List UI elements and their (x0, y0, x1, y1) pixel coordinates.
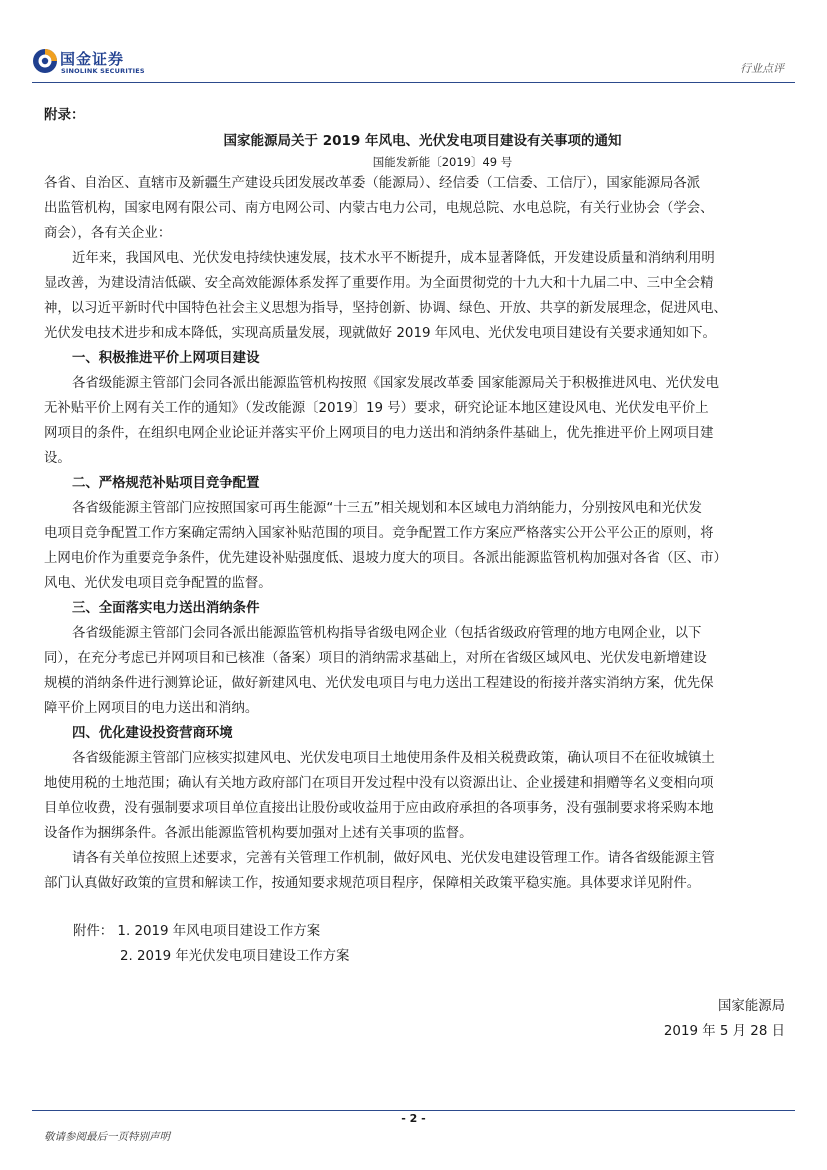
issue-date: 2019 年 5 月 28 日 (663, 1024, 785, 1039)
attachment-item: 附件： 1. 2019 年风电项目建设工作方案 (73, 924, 321, 939)
paragraph-line: 设备作为捆绑条件。各派出能源监管机构要加强对上述有关事项的监督。 (44, 826, 473, 841)
paragraph-line: 各省级能源主管部门应按照国家可再生能源“十三五”相关规划和本区域电力消纳能力，分别按风电和光伏发 (72, 501, 702, 516)
paragraph-line: 显改善，为建设清洁低碳、安全高效能源体系发挥了重要作用。为全面贯彻党的十九大和十九届二中、三中全会精 (44, 276, 714, 291)
issuer-name: 国家能源局 (718, 999, 785, 1014)
paragraph-line: 部门认真做好政策的宣贯和解读工作，按通知要求规范项目程序，保障相关政策平稳实施。具体要求详见附件。 (44, 876, 701, 891)
paragraph-line: 目单位收费，没有强制要求项目单位直接出让股份或收益用于应由政府承担的各项事务，没有强制要求将采购本地 (44, 801, 714, 816)
paragraph-line: 商会），各有关企业： (44, 226, 172, 241)
paragraph-line: 各省、自治区、直辖市及新疆生产建设兵团发展改革委（能源局）、经信委（工信委、工信厅），国家能源局各派 (44, 176, 701, 191)
signature-block (44, 994, 801, 1044)
logo-english-name: SINOLINK SECURITIES (61, 67, 145, 75)
paragraph-line: 无补贴平价上网有关工作的通知》（发改能源〔2019〕19 号）要求，研究论证本地区建设风电、光伏发电平价上 (44, 401, 709, 416)
notice-title: 国家能源局关于 2019 年风电、光伏发电项目建设有关事项的通知 (223, 133, 622, 149)
paragraph-line: 近年来，我国风电、光伏发电持续快速发展，技术水平不断提升，成本显著降低，开发建设质量和消纳利用明 (72, 251, 715, 266)
appendix-label: 附录： (44, 107, 85, 123)
logo-chinese-name: 国金证券 (60, 50, 125, 68)
paragraph-line: 障平价上网项目的电力送出和消纳。 (44, 701, 259, 716)
document-body (44, 103, 801, 1044)
paragraph-line: 网项目的条件，在组织电网企业论证并落实平价上网项目的电力送出和消纳条件基础上，优先推进平价上网项目建 (44, 426, 714, 441)
notice-text (44, 171, 801, 896)
paragraph-line: 电项目竞争配置工作方案确定需纳入国家补贴范围的项目。竞争配置工作方案应严格落实公开公平公正的原则，将 (44, 526, 714, 541)
footer-divider (32, 1110, 795, 1111)
paragraph-line: 规模的消纳条件进行测算论证，做好新建风电、光伏发电项目与电力送出工程建设的衔接并落实消纳方案，优先保 (44, 676, 714, 691)
paragraph-line: 出监管机构，国家电网有限公司、南方电网公司、内蒙古电力公司，电规总院、水电总院，有关行业协会（学会、 (44, 201, 714, 216)
paragraph-line: 上网电价作为重要竞争条件，优先建设补贴强度低、退坡力度大的项目。各派出能源监管机构加强对各省（区、市） (44, 551, 727, 566)
paragraph-line: 各省级能源主管部门会同各派出能源监管机构按照《国家发展改革委 国家能源局关于积极推进风电、光伏发电 (72, 376, 720, 391)
attachments (44, 919, 801, 969)
report-category: 行业点评 (740, 62, 784, 75)
paragraph-line: 光伏发电技术进步和成本降低，实现高质量发展，现就做好 2019 年风电、光伏发电项目建设有关要求通知如下。 (44, 326, 716, 341)
paragraph-line: 设。 (44, 451, 71, 466)
paragraph-line: 请各有关单位按照上述要求，完善有关管理工作机制，做好风电、光伏发电建设管理工作。请各省级能源主管 (72, 851, 715, 866)
paragraph-line: 神，以习近平新时代中国特色社会主义思想为指导，坚持创新、协调、绿色、开放、共享的新发展理念，促进风电、 (44, 301, 727, 316)
paragraph-line: 同），在充分考虑已并网项目和已核准（备案）项目的消纳需求基础上，对所在省级区域风电、光伏发电新增建设 (44, 651, 707, 666)
page-header (0, 0, 827, 90)
section-heading: 一、积极推进平价上网项目建设 (72, 351, 260, 366)
sinolink-logo-icon (32, 48, 58, 74)
section-heading: 四、优化建设投资营商环境 (72, 726, 233, 741)
attachment-item: 2. 2019 年光伏发电项目建设工作方案 (120, 949, 350, 964)
document-number: 国能发新能〔2019〕49 号 (372, 155, 513, 169)
page-number: - 2 - (401, 1112, 426, 1125)
disclaimer-note: 敬请参阅最后一页特别声明 (44, 1131, 170, 1143)
sinolink-logo (32, 48, 162, 78)
paragraph-line: 风电、光伏发电项目竞争配置的监督。 (44, 576, 272, 591)
paragraph-line: 地使用税的土地范围；确认有关地方政府部门在项目开发过程中没有以资源出让、企业援建和捐赠等名义变相向项 (44, 776, 714, 791)
section-heading: 三、全面落实电力送出消纳条件 (72, 601, 260, 616)
paragraph-line: 各省级能源主管部门应核实拟建风电、光伏发电项目土地使用条件及相关税费政策，确认项目不在征收城镇土 (72, 751, 715, 766)
paragraph-line: 各省级能源主管部门会同各派出能源监管机构指导省级电网企业（包括省级政府管理的地方电网企业，以下 (72, 626, 702, 641)
section-heading: 二、严格规范补贴项目竞争配置 (72, 476, 260, 491)
header-divider (32, 82, 795, 83)
